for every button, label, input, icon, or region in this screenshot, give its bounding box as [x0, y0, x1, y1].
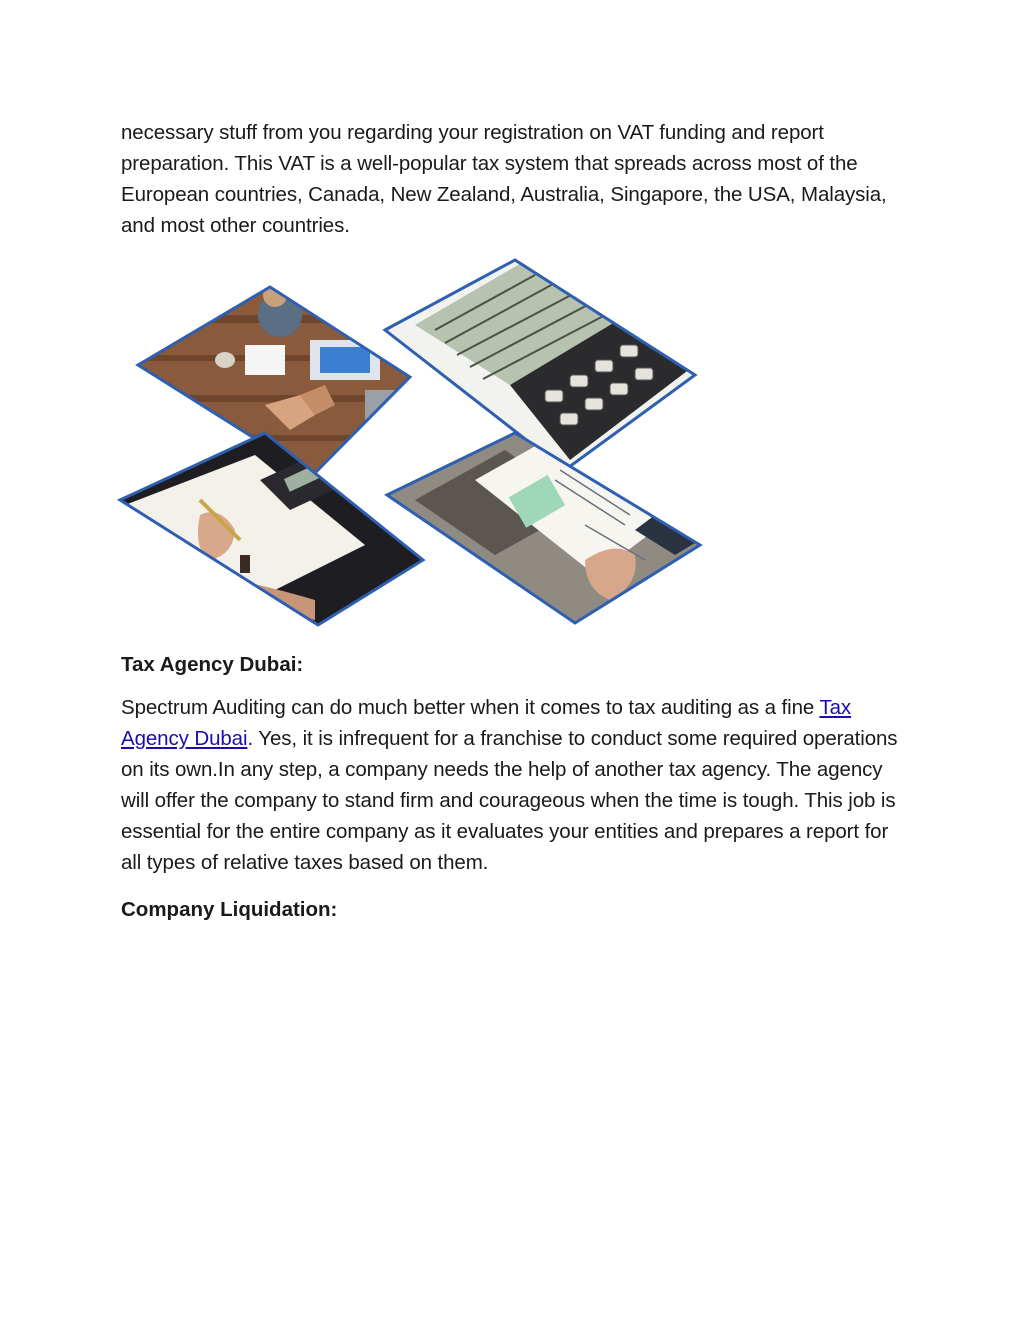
writing-with-calculator-photo-icon — [115, 425, 435, 635]
tax-agency-dubai-link[interactable]: Tax Agency Dubai — [121, 696, 852, 750]
intro-paragraph: necessary stuff from you regarding your registration on VAT funding and report preparation. This VAT is a well-popular tax system that spreads across most of the European countries, Canada, New Zealand, Australia, Singapore, the USA, Malaysia, and most other countries. — [121, 121, 887, 237]
paragraph-text-start: Spectrum Auditing can do much better when it comes to tax auditing as a fine — [121, 696, 820, 719]
tax-agency-paragraph — [121, 692, 901, 878]
image-collage — [115, 255, 715, 635]
paragraph-text-end: . Yes, it is infrequent for a franchise to conduct some required operations on its own.In any step, a company needs the help of another tax agency. The agency will offer the company to stand firm and courageous when the time is tough. This job is essential for the entire company as it evaluates your entities and prepares a report for all types of relative taxes based on them. — [121, 727, 898, 874]
section-heading-company-liquidation: Company Liquidation: — [121, 898, 338, 921]
notebook-writing-photo-icon — [380, 425, 710, 635]
section-heading-tax-agency: Tax Agency Dubai: — [121, 653, 304, 676]
